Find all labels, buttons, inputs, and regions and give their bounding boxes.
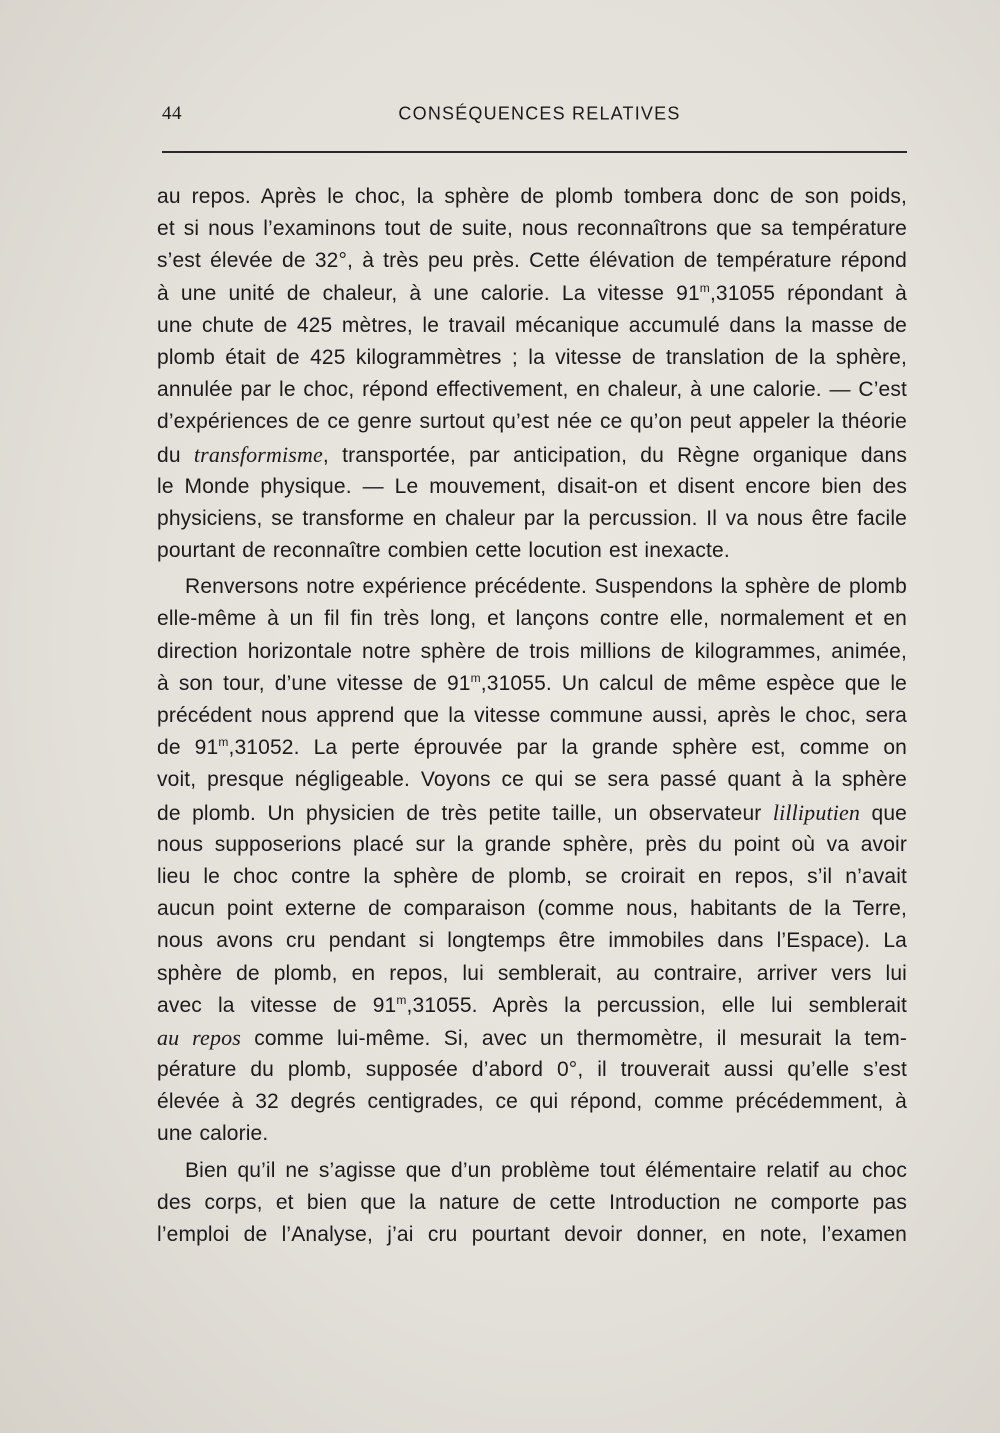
paragraph-2	[157, 571, 907, 1150]
text-segment: ,31055 répondant à	[709, 281, 907, 305]
text-segment: comme lui-même. Si, avec un thermomètre, il mesurait la tem-	[241, 1026, 907, 1050]
text-segment: de 91	[157, 736, 219, 760]
paragraph-1	[157, 181, 907, 567]
text-segment: du	[157, 443, 194, 467]
text-line: précédent nous apprend que la vitesse commune aussi, après le choc, sera	[157, 704, 907, 727]
italic-term: transformisme	[193, 441, 323, 467]
text-line: le Monde physique. — Le mouvement, disait-on et disent encore bien des	[157, 474, 907, 498]
italic-term: lilliputien	[772, 799, 861, 825]
text-segment: de plomb. Un physicien de très petite taille, un observateur	[157, 801, 773, 825]
italic-term: au repos	[157, 1024, 241, 1050]
unit-superscript: m	[470, 670, 481, 685]
text-line: nous supposerions placé sur la grande sphère, près du point où va avoir	[157, 832, 907, 856]
text-line: sphère de plomb, en repos, lui semblerait, au contraire, arriver vers lui	[157, 961, 907, 985]
text-line: une chute de 425 mètres, le travail mécanique accumulé dans la masse de	[157, 313, 907, 337]
text-segment: , transportée, par anticipation, du Règne organique dans	[322, 443, 907, 467]
text-line: annulée par le choc, répond effectivement, en chaleur, à une calorie. — C’est	[157, 378, 907, 402]
text-line: Renversons notre expérience précédente. Suspendons la sphère de plomb	[185, 575, 907, 599]
running-head	[162, 103, 907, 129]
text-line: des corps, et bien que la nature de cette Introduction ne comporte pas	[157, 1190, 907, 1214]
text-segment: ,31055. Après la percussion, elle lui semblerait	[406, 993, 907, 1017]
text-segment: à son tour, d’une vitesse de 91	[157, 671, 471, 695]
text-line	[157, 439, 907, 471]
text-line: s’est élevée de 32°, à très peu près. Cette élévation de température répond	[157, 249, 907, 273]
text-line: et si nous l’examinons tout de suite, nous reconnaîtrons que sa température	[157, 217, 907, 241]
text-line	[157, 278, 907, 310]
unit-superscript: m	[396, 992, 407, 1007]
unit-superscript: m	[699, 280, 710, 295]
paragraph-3	[157, 1155, 907, 1252]
text-line: pourtant de reconnaître combien cette locution est inexacte.	[157, 539, 730, 563]
text-line: lieu le choc contre la sphère de plomb, se croirait en repos, s’il n’avait	[157, 864, 907, 888]
running-title: CONSÉQUENCES RELATIVES	[398, 102, 681, 124]
text-line	[157, 797, 907, 829]
text-line: d’expériences de ce genre surtout qu’est née ce qu’on peut appeler la théorie	[157, 410, 907, 434]
text-segment: que	[860, 801, 907, 825]
text-line: physiciens, se transforme en chaleur par la percussion. Il va nous être facile	[157, 506, 907, 530]
text-segment: à une unité de chaleur, à une calorie. La vitesse 91	[157, 281, 700, 305]
text-line: pérature du plomb, supposée d’abord 0°, il trouverait aussi qu’elle s’est	[157, 1058, 907, 1082]
text-line	[157, 1022, 907, 1054]
text-line: aucun point externe de comparaison (comme nous, habitants de la Terre,	[157, 897, 907, 921]
text-line: une calorie.	[157, 1122, 269, 1146]
text-segment: avec la vitesse de 91	[157, 993, 397, 1017]
text-line: nous avons cru pendant si longtemps être immobiles dans l’Espace). La	[157, 929, 907, 953]
text-line	[157, 732, 907, 764]
header-rule	[162, 151, 907, 153]
text-segment: ,31052. La perte éprouvée par la grande sphère est, comme on	[228, 736, 907, 760]
text-line: élevée à 32 degrés centigrades, ce qui répond, comme précédemment, à	[157, 1090, 907, 1114]
text-line	[157, 990, 907, 1022]
text-line: l’emploi de l’Analyse, j’ai cru pourtant devoir donner, en note, l’examen	[157, 1223, 907, 1246]
body-text	[157, 181, 907, 1251]
text-line: direction horizontale notre sphère de trois millions de kilogrammes, animée,	[157, 639, 907, 663]
text-line: elle-même à un fil fin très long, et lançons contre elle, normalement et en	[157, 607, 907, 631]
text-line	[157, 668, 907, 700]
text-line: voit, presque négligeable. Voyons ce qui se sera passé quant à la sphère	[157, 768, 907, 792]
page-number: 44	[162, 103, 182, 124]
text-line: au repos. Après le choc, la sphère de plomb tombera donc de son poids,	[157, 185, 907, 208]
text-line: plomb était de 425 kilogrammètres ; la vitesse de translation de la sphère,	[157, 345, 907, 369]
text-line: Bien qu’il ne s’agisse que d’un problème tout élémentaire relatif au choc	[185, 1158, 907, 1182]
unit-superscript: m	[218, 735, 229, 750]
text-segment: ,31055. Un calcul de même espèce que le	[480, 671, 907, 695]
